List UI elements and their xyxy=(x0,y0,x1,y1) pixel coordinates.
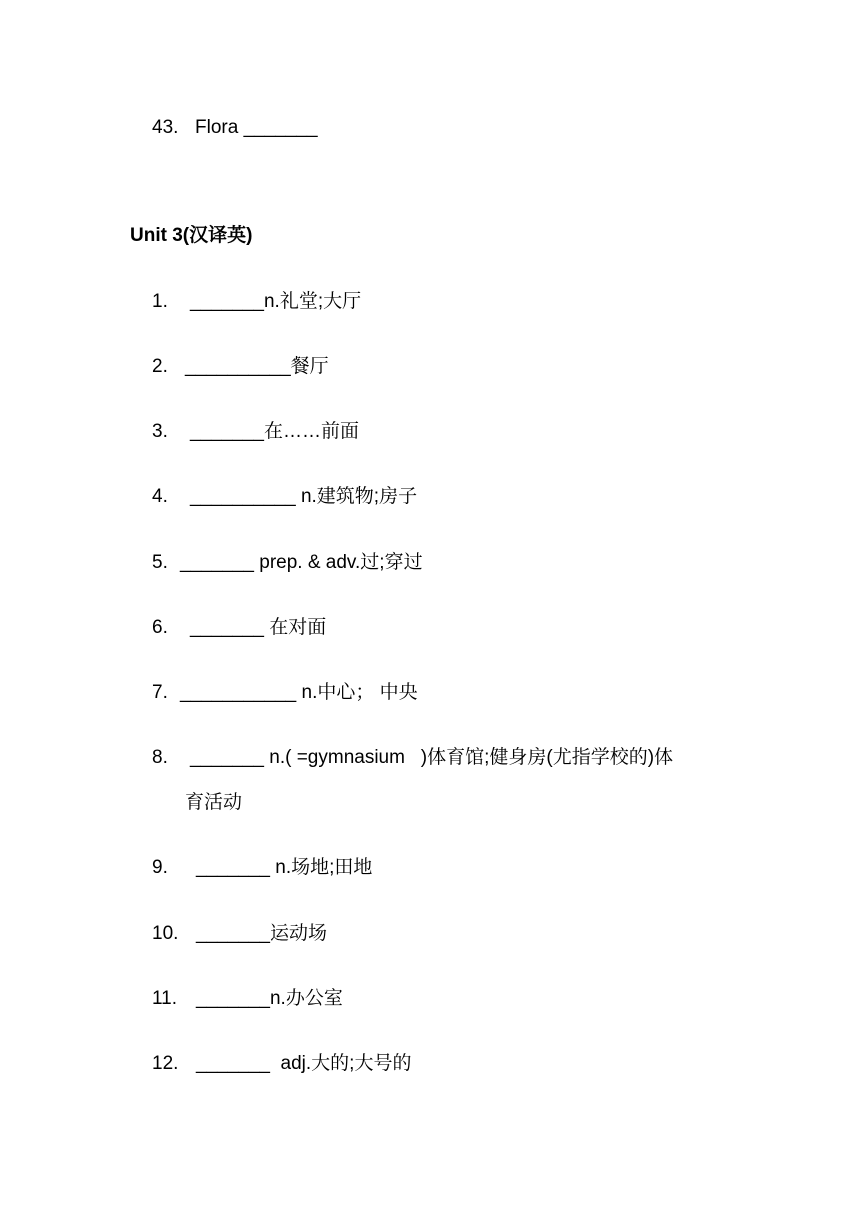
item-number: 6. xyxy=(152,617,168,638)
item-text: _______ prep. & adv.过;穿过 xyxy=(180,552,423,573)
item-text: _______运动场 xyxy=(196,923,327,944)
item-number: 7. xyxy=(152,682,168,703)
item-text-continuation: 育活动 xyxy=(185,792,243,813)
item-text: ___________ n.中心； 中央 xyxy=(180,682,418,703)
item-text: _______在……前面 xyxy=(190,421,359,442)
item-number: 10. xyxy=(152,923,179,944)
item-number: 43. xyxy=(152,117,179,138)
item-text: _______ 在对面 xyxy=(190,617,327,638)
item-number: 4. xyxy=(152,486,168,507)
section-heading: Unit 3(汉译英) xyxy=(130,225,253,246)
item-number: 12. xyxy=(152,1053,179,1074)
item-text: _______n.礼堂;大厅 xyxy=(190,291,362,312)
item-text: __________餐厅 xyxy=(185,356,329,377)
item-number: 11. xyxy=(152,988,178,1009)
item-text: _______ n.( =gymnasium )体育馆;健身房(尤指学校的)体 xyxy=(190,747,674,768)
item-number: 2. xyxy=(152,356,168,377)
item-text: _______n.办公室 xyxy=(196,988,343,1009)
item-number: 5. xyxy=(152,552,168,573)
item-text: Flora _______ xyxy=(195,117,318,138)
item-text: __________ n.建筑物;房子 xyxy=(190,486,418,507)
item-text: _______ n.场地;田地 xyxy=(196,857,373,878)
item-number: 9. xyxy=(152,857,168,878)
item-number: 3. xyxy=(152,421,168,442)
item-number: 1. xyxy=(152,291,168,312)
item-text: _______ adj.大的;大号的 xyxy=(196,1053,412,1074)
item-number: 8. xyxy=(152,747,168,768)
